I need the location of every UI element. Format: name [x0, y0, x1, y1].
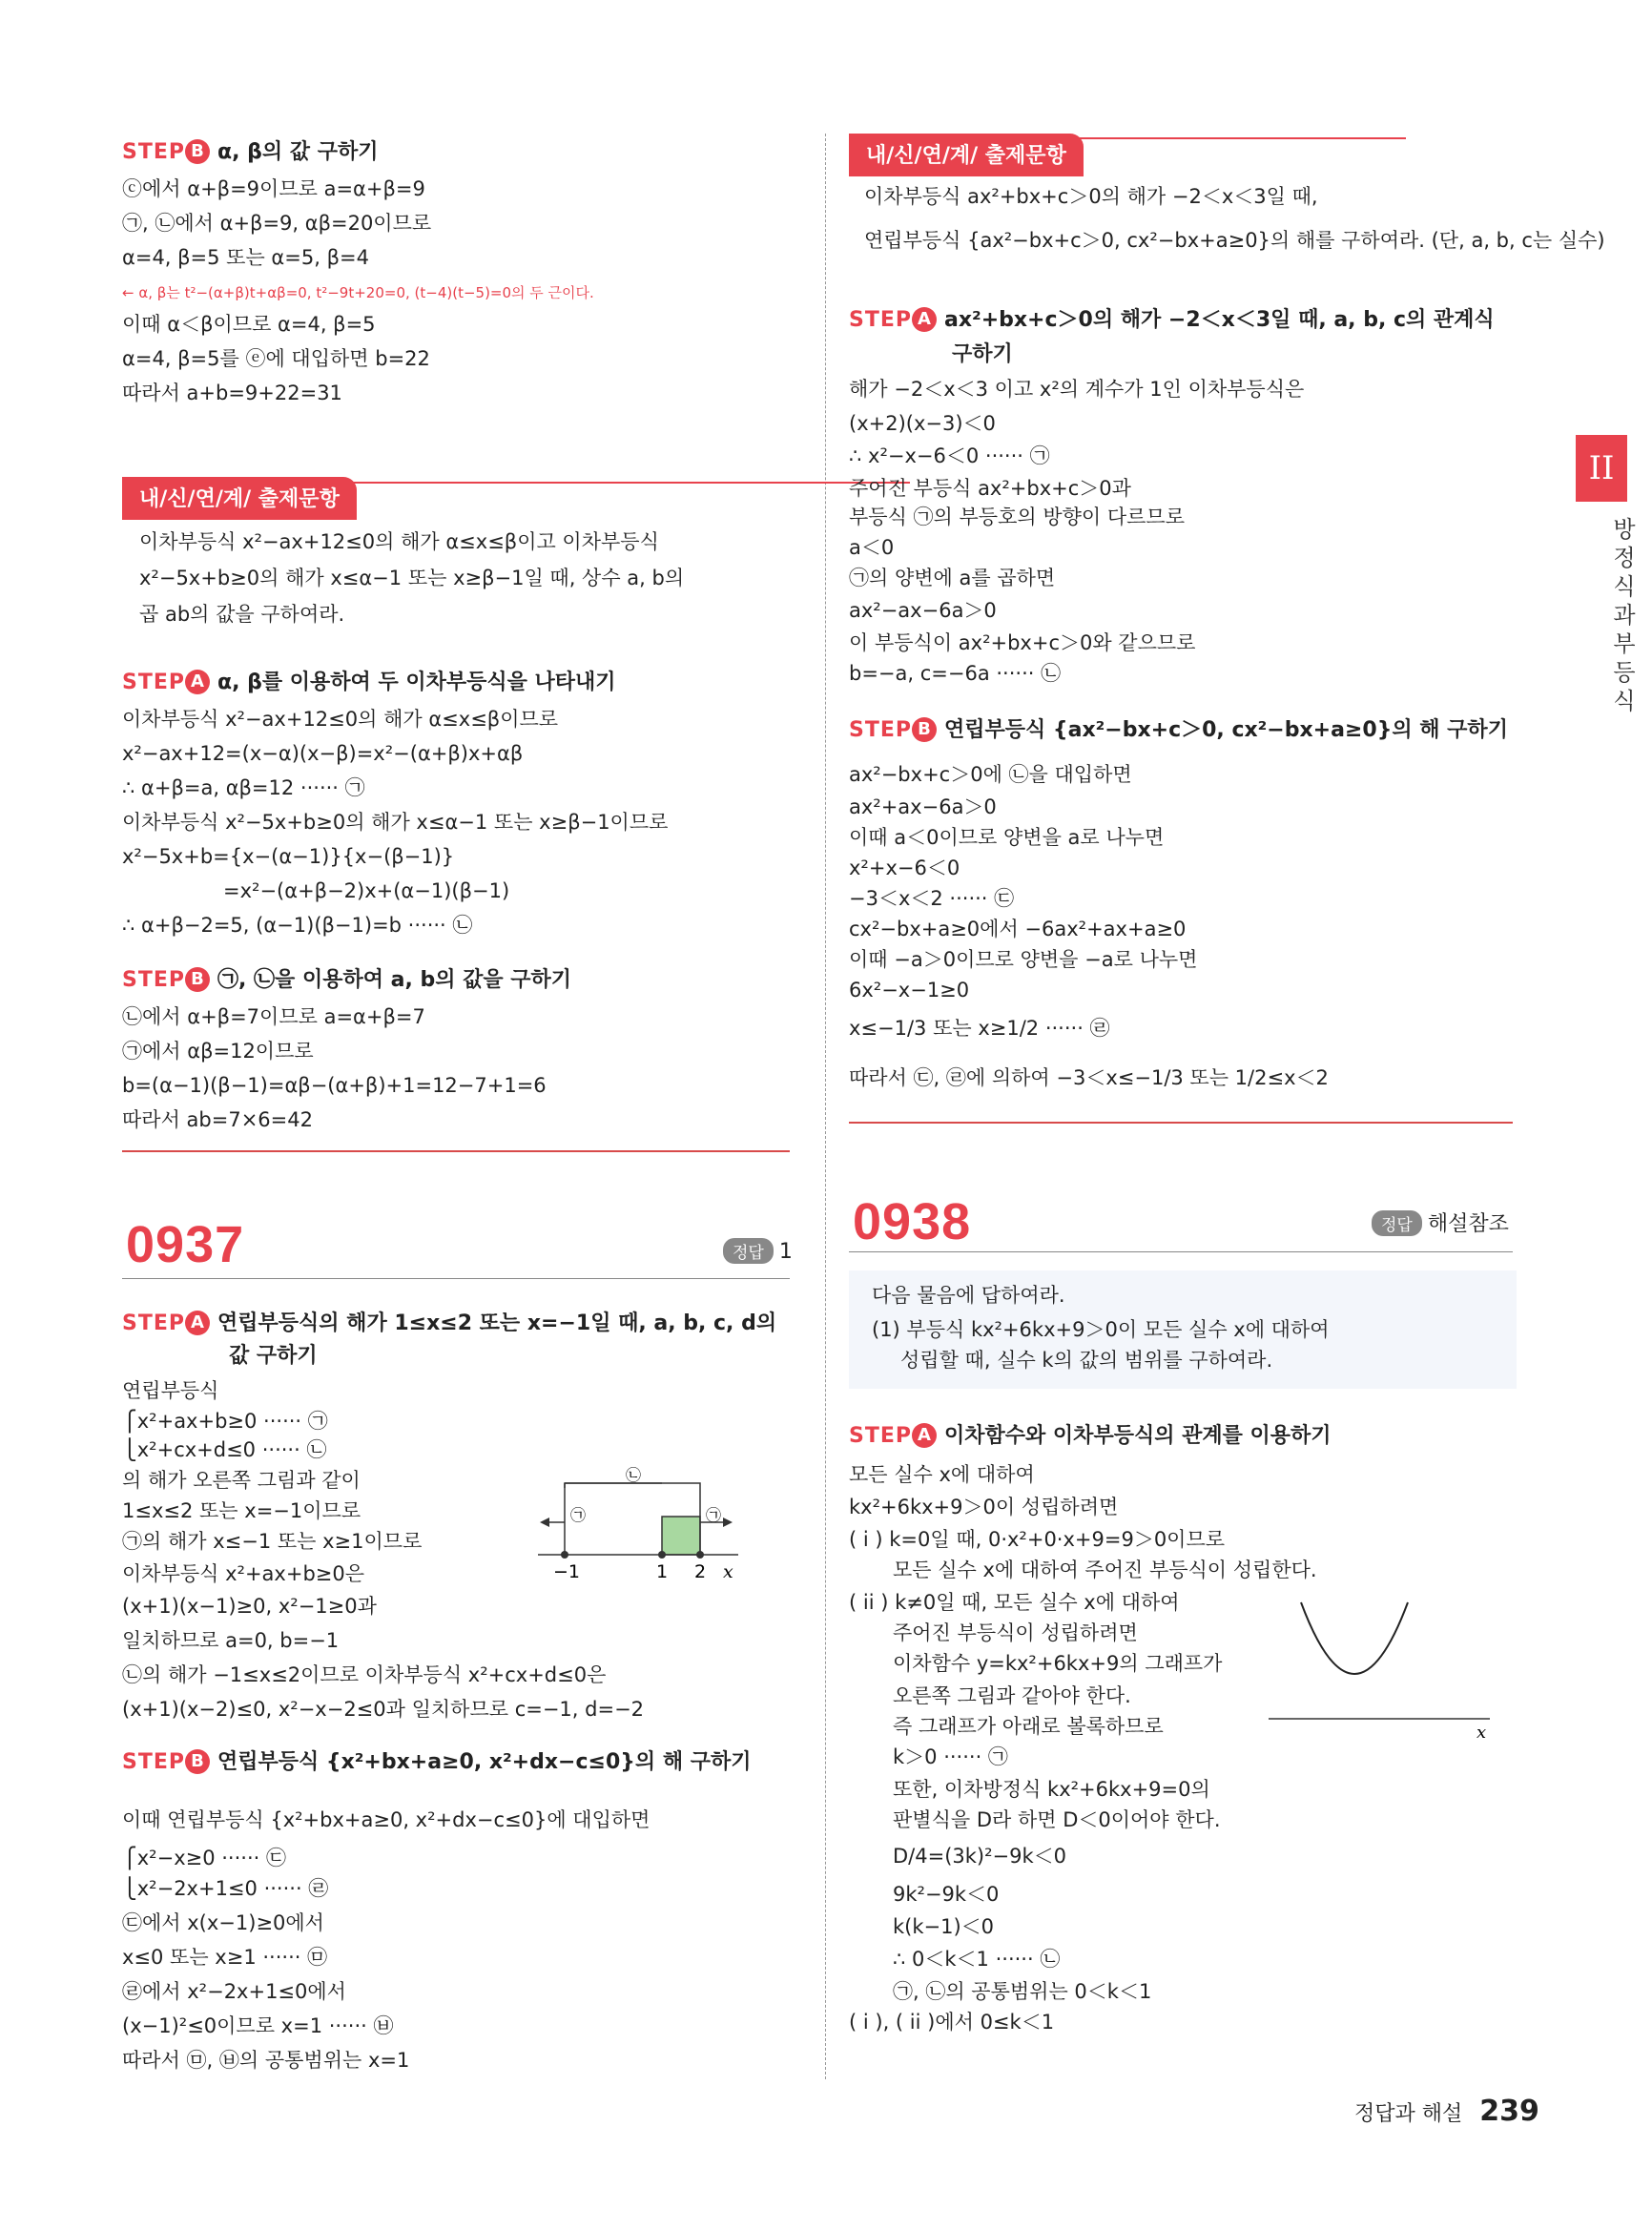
text-line: 일치하므로 a=0, b=−1 [122, 1629, 340, 1652]
text-line: ⎩x²−2x+1≤0 ······ ㉣ [122, 1877, 329, 1900]
chapter-tab: II [1576, 435, 1627, 502]
column-divider [825, 134, 826, 2079]
text-line: ㉡에서 α+β=7이므로 a=α+β=7 [122, 1005, 425, 1028]
region-label: ㉠ [706, 1506, 722, 1524]
problem-line: 곱 ab의 값을 구하여라. [139, 603, 345, 626]
text-line: ⓒ에서 α+β=9이므로 a=α+β=9 [122, 177, 425, 200]
text-line: D/4=(3k)²−9k＜0 [893, 1845, 1067, 1868]
text-line: (x+2)(x−3)＜0 [849, 412, 996, 435]
question-line: (1) 부등식 kx²+6kx+9＞0이 모든 실수 x에 대하여 [872, 1318, 1330, 1341]
text-line: 오른쪽 그림과 같아야 한다. [893, 1684, 1131, 1707]
text-line: 9k²−9k＜0 [893, 1883, 1000, 1906]
parabola-curve [1301, 1602, 1408, 1674]
problem-number: 0938 [853, 1193, 972, 1250]
text-line: ( ii ) k≠0일 때, 모든 실수 x에 대하여 [849, 1591, 1180, 1614]
text-line: x²−ax+12=(x−α)(x−β)=x²−(α+β)x+αβ [122, 742, 524, 765]
text-line: 이차부등식 x²−ax+12≤0의 해가 α≤x≤β이므로 [122, 708, 559, 731]
text-line: (x+1)(x−2)≤0, x²−x−2≤0과 일치하므로 c=−1, d=−2 [122, 1698, 645, 1721]
text-line: 의 해가 오른쪽 그림과 같이 [122, 1469, 361, 1492]
step-a-heading: STEP A 연립부등식의 해가 1≤x≤2 또는 x=−1일 때, a, b, c, d의 [122, 1311, 777, 1335]
text-line: ax²−ax−6a＞0 [849, 599, 997, 622]
text-line: 6x²−x−1≥0 [849, 979, 970, 1001]
text-line: x≤−1/3 또는 x≥1/2 ······ ㉣ [849, 1017, 1110, 1040]
note-line: ← α, β는 t²−(α+β)t+αβ=0, t²−9t+20=0, (t−4)(t−5)=0의 두 근이다. [122, 284, 594, 301]
step-b-heading: STEP B ㉠, ㉡을 이용하여 a, b의 값을 구하기 [122, 968, 572, 992]
problem-line: x²−5x+b≥0의 해가 x≤α−1 또는 x≥β−1일 때, 상수 a, b의 [139, 567, 685, 589]
text-line: 이 부등식이 ax²+bx+c＞0와 같으므로 [849, 631, 1196, 654]
text-line: b=−a, c=−6a ······ ㉡ [849, 662, 1062, 685]
text-line: 이때 연립부등식 {x²+bx+a≥0, x²+dx−c≤0}에 대입하면 [122, 1808, 650, 1831]
section-rule [849, 1251, 1513, 1252]
text-line: ㉣에서 x²−2x+1≤0에서 [122, 1980, 346, 2003]
step-a-heading: STEP A α, β를 이용하여 두 이차부등식을 나타내기 [122, 671, 616, 694]
text-line: 즉 그래프가 아래로 볼록하므로 [893, 1715, 1164, 1738]
point-1 [658, 1551, 666, 1559]
problem-line: 이차부등식 x²−ax+12≤0의 해가 α≤x≤β이고 이차부등식 [139, 530, 659, 553]
step-a-heading-cont: 구하기 [952, 342, 1013, 366]
text-line: a＜0 [849, 536, 895, 559]
shaded-interval [662, 1517, 700, 1555]
text-line: ax²+ax−6a＞0 [849, 795, 997, 818]
text-line: ∴ 0＜k＜1 ······ ㉡ [893, 1948, 1061, 1971]
linked-problem-badge: 내/신/연/계/ 출제문항 [122, 477, 357, 520]
text-line: ㉠, ㉡에서 α+β=9, αβ=20이므로 [122, 212, 432, 235]
text-line: (x−1)²≤0이므로 x=1 ······ ㉥ [122, 2014, 394, 2037]
badge-rule [347, 482, 910, 484]
text-line: 해가 −2＜x＜3 이고 x²의 계수가 1인 이차부등식은 [849, 378, 1305, 401]
step-a-heading: STEP A 이차함수와 이차부등식의 관계를 이용하기 [849, 1424, 1332, 1448]
text-line: ㉠, ㉡의 공통범위는 0＜k＜1 [893, 1980, 1152, 2003]
text-line: k＞0 ······ ㉠ [893, 1745, 1008, 1768]
text-line: ∴ α+β−2=5, (α−1)(β−1)=b ······ ㉡ [122, 914, 473, 937]
text-line: 따라서 a+b=9+22=31 [122, 382, 342, 404]
text-line: 따라서 ㉢, ㉣에 의하여 −3＜x≤−1/3 또는 1/2≤x＜2 [849, 1066, 1329, 1089]
chapter-title: 방정식과 부등식 [1613, 516, 1636, 714]
text-line: x²+x−6＜0 [849, 857, 960, 879]
step-b-heading: STEP B α, β의 값 구하기 [122, 140, 379, 164]
text-line: ax²−bx+c＞0에 ㉡을 대입하면 [849, 763, 1132, 786]
step-b-heading: STEP B 연립부등식 {ax²−bx+c＞0, cx²−bx+a≥0}의 해 구하기 [849, 718, 1508, 742]
text-line: ㉠에서 αβ=12이므로 [122, 1040, 314, 1063]
text-line: 1≤x≤2 또는 x=−1이므로 [122, 1499, 361, 1522]
text-line: ⎧x²+ax+b≥0 ······ ㉠ [122, 1410, 328, 1433]
text-line: ⎧x²−x≥0 ······ ㉢ [122, 1847, 286, 1869]
section-rule [122, 1150, 790, 1152]
point-2 [696, 1551, 704, 1559]
text-line: ∴ α+β=a, αβ=12 ······ ㉠ [122, 776, 365, 799]
text-line: 이때 −a＞0이므로 양변을 −a로 나누면 [849, 948, 1198, 971]
section-rule [849, 1122, 1513, 1124]
text-line: ( i ), ( ii )에서 0≤k＜1 [849, 2011, 1055, 2034]
text-line: 또한, 이차방정식 kx²+6kx+9=0의 [893, 1778, 1210, 1801]
text-line: 이차부등식 x²−5x+b≥0의 해가 x≤α−1 또는 x≥β−1이므로 [122, 811, 669, 834]
text-line: α=4, β=5 또는 α=5, β=4 [122, 246, 369, 269]
text-line: 이때 a＜0이므로 양변을 a로 나누면 [849, 826, 1165, 849]
step-a-heading: STEP A ax²+bx+c＞0의 해가 −2＜x＜3일 때, a, b, c의 관계식 [849, 308, 1495, 332]
text-line: 부등식 ㉠의 부등호의 방향이 다르므로 [849, 506, 1185, 528]
answer-label: 정답 1 [723, 1238, 793, 1264]
point-minus1 [561, 1551, 568, 1559]
text-line: 따라서 ab=7×6=42 [122, 1108, 313, 1131]
problem-number: 0937 [126, 1216, 245, 1273]
badge-rule [1074, 137, 1406, 139]
text-line: 이때 α＜β이므로 α=4, β=5 [122, 313, 376, 336]
tick-label: 1 [656, 1561, 669, 1582]
text-line: −3＜x＜2 ······ ㉢ [849, 887, 1015, 910]
text-line: 주어진 부등식 ax²+bx+c＞0과 [849, 477, 1131, 500]
page-number: 239 [1479, 2095, 1539, 2128]
text-line: k(k−1)＜0 [893, 1915, 995, 1938]
text-line: 따라서 ㉤, ㉥의 공통범위는 x=1 [122, 2049, 410, 2072]
tick-label: 2 [694, 1561, 707, 1582]
text-line: cx²−bx+a≥0에서 −6ax²+ax+a≥0 [849, 918, 1187, 940]
question-line: 다음 물음에 답하여라. [872, 1284, 1065, 1307]
text-line: x≤0 또는 x≥1 ······ ㉤ [122, 1946, 328, 1969]
text-line: ( i ) k=0일 때, 0·x²+0·x+9=9＞0이므로 [849, 1528, 1226, 1551]
footer-label: 정답과 해설 [1354, 2102, 1463, 2126]
text-line: kx²+6kx+9＞0이 성립하려면 [849, 1496, 1119, 1518]
problem-line: 연립부등식 {ax²−bx+c＞0, cx²−bx+a≥0}의 해를 구하여라. (단, a, b, c는 실수) [864, 229, 1605, 252]
page-footer [1354, 2095, 1539, 2128]
text-line: 이차함수 y=kx²+6kx+9의 그래프가 [893, 1652, 1223, 1675]
text-line: ㉠의 양변에 a를 곱하면 [849, 567, 1056, 589]
region-label: ㉡ [626, 1466, 642, 1484]
text-line: 이차부등식 x²+ax+b≥0은 [122, 1562, 365, 1585]
text-line: b=(α−1)(β−1)=αβ−(α+β)+1=12−7+1=6 [122, 1074, 547, 1097]
text-line: =x²−(α+β−2)x+(α−1)(β−1) [223, 879, 510, 902]
text-line: x²−5x+b={x−(α−1)}{x−(β−1)} [122, 845, 455, 868]
text-line: ㉠의 해가 x≤−1 또는 x≥1이므로 [122, 1530, 423, 1553]
text-line: ∴ x²−x−6＜0 ······ ㉠ [849, 444, 1050, 467]
axis-label: x [1476, 1723, 1487, 1743]
text-line: 판별식을 D라 하면 D＜0이어야 한다. [893, 1808, 1221, 1831]
text-line: 연립부등식 [122, 1379, 219, 1402]
text-line: 주어진 부등식이 성립하려면 [893, 1621, 1138, 1644]
tick-label: −1 [553, 1561, 581, 1582]
text-line: (x+1)(x−1)≥0, x²−1≥0과 [122, 1595, 377, 1618]
text-line: 모든 실수 x에 대하여 [849, 1463, 1035, 1486]
region-label: ㉠ [570, 1506, 587, 1524]
step-a-heading-cont: 값 구하기 [229, 1344, 318, 1368]
text-line: ㉢에서 x(x−1)≥0에서 [122, 1911, 324, 1934]
number-line-figure [538, 1459, 786, 1583]
question-line: 성립할 때, 실수 k의 값의 범위를 구하여라. [900, 1349, 1273, 1372]
parabola-figure [1269, 1583, 1497, 1745]
step-b-heading: STEP B 연립부등식 {x²+bx+a≥0, x²+dx−c≤0}의 해 구하기 [122, 1750, 752, 1774]
axis-label: x [723, 1561, 733, 1582]
problem-line: 이차부등식 ax²+bx+c＞0의 해가 −2＜x＜3일 때, [864, 185, 1318, 208]
answer-label: 정답 해설참조 [1372, 1208, 1509, 1237]
linked-problem-badge: 내/신/연/계/ 출제문항 [849, 134, 1084, 176]
text-line: α=4, β=5를 ⓔ에 대입하면 b=22 [122, 347, 430, 370]
text-line: ⎩x²+cx+d≤0 ······ ㉡ [122, 1438, 327, 1461]
section-rule [122, 1278, 790, 1279]
text-line: 모든 실수 x에 대하여 주어진 부등식이 성립한다. [893, 1559, 1317, 1581]
text-line: ㉡의 해가 −1≤x≤2이므로 이차부등식 x²+cx+d≤0은 [122, 1663, 607, 1686]
